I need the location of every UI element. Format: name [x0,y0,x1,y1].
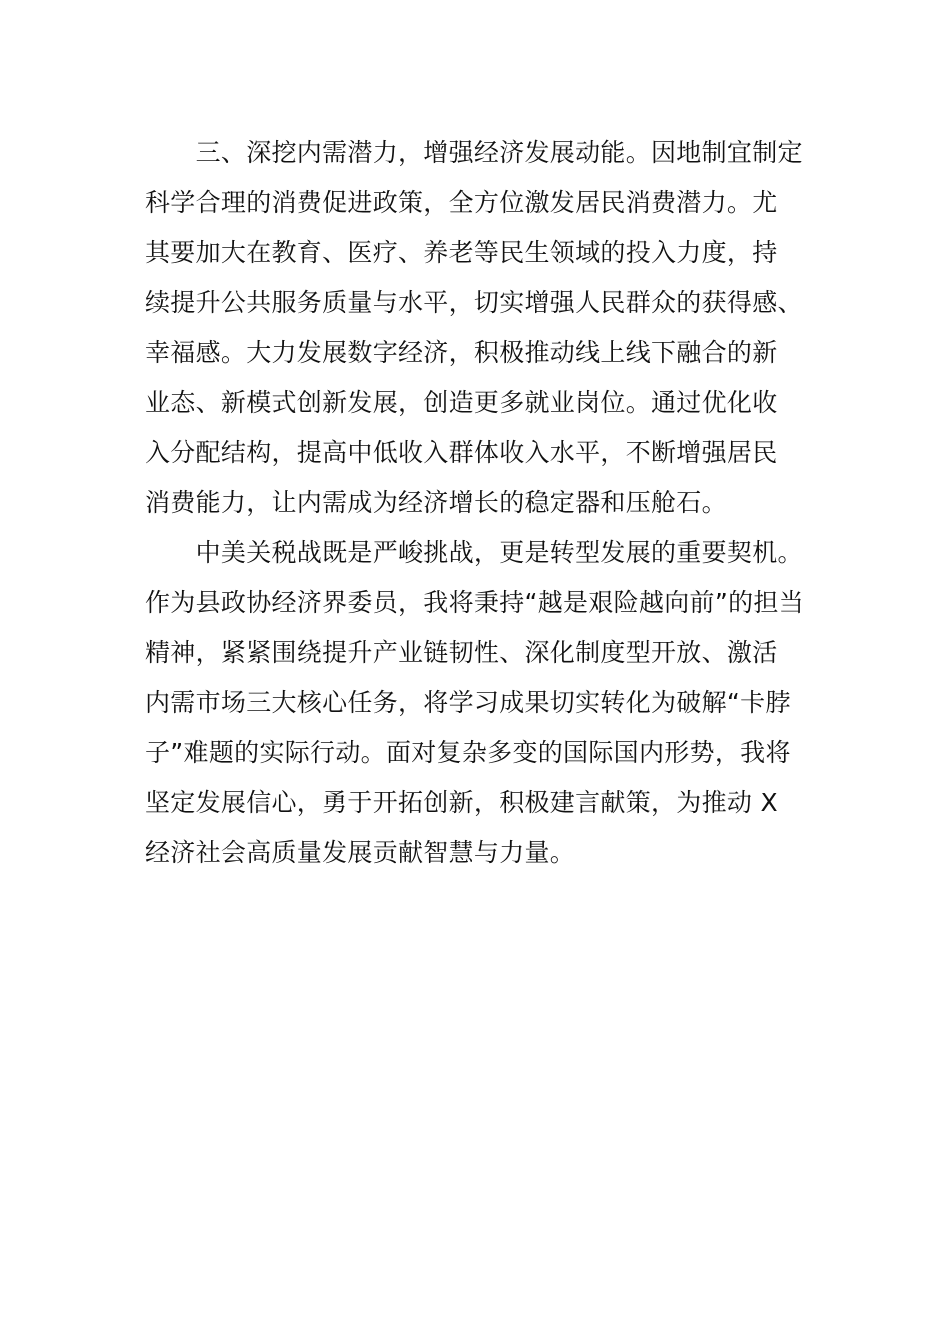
text-line: 经济社会高质量发展贡献智慧与力量。 [145,838,576,867]
text-line: 其要加大在教育、医疗、养老等民生领域的投入力度，持 [145,238,778,267]
text-line: 三、深挖内需潜力，增强经济发展动能。因地制宜制定 [145,138,803,167]
text-line: 坚定发展信心，勇于开拓创新，积极建言献策，为推动 X [145,788,778,817]
text-line: 业态、新模式创新发展，创造更多就业岗位。通过优化收 [145,388,778,417]
text-line: 入分配结构，提高中低收入群体收入水平，不断增强居民 [145,438,778,467]
text-line: 幸福感。大力发展数字经济，积极推动线上线下融合的新 [145,338,778,367]
text-line: 中美关税战既是严峻挑战，更是转型发展的重要契机。 [145,538,803,567]
text-line: 消费能力，让内需成为经济增长的稳定器和压舱石。 [145,488,727,517]
text-line: 精神，紧紧围绕提升产业链韧性、深化制度型开放、激活 [145,638,778,667]
text-line: 子”难题的实际行动。面对复杂多变的国际国内形势，我将 [145,738,791,767]
text-line: 续提升公共服务质量与水平，切实增强人民群众的获得感、 [145,288,803,317]
text-line: 科学合理的消费促进政策，全方位激发居民消费潜力。尤 [145,188,778,217]
document-body [145,128,805,878]
text-line: 内需市场三大核心任务，将学习成果切实转化为破解“卡脖 [145,688,791,717]
text-line: 作为县政协经济界委员，我将秉持“越是艰险越向前”的担当 [145,588,805,617]
